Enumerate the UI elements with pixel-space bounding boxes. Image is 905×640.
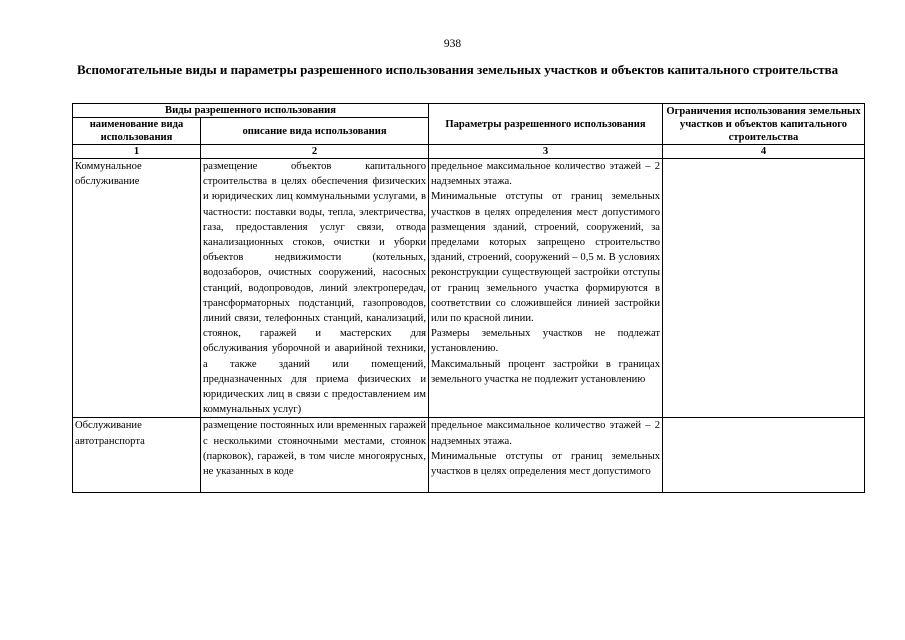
- row-name: Коммунальное обслуживание: [73, 159, 201, 418]
- header-restrictions: Ограничения использования земельных участков и объектов капитального строительства: [663, 104, 865, 145]
- parameter-line: предельное максимальное количество этажей – 2 надземных этажа.: [431, 420, 660, 447]
- land-use-table: [72, 103, 865, 493]
- header-name: наименование вида использования: [73, 118, 201, 145]
- document-title: Вспомогательные виды и параметры разрешенного использования земельных участков и объектов капитального строительства: [77, 62, 839, 77]
- column-number: 3: [429, 145, 663, 159]
- parameter-line: Размеры земельных участков не подлежат установлению.: [431, 328, 660, 355]
- row-description: размещение объектов капитального строительства в целях обеспечения физических и юридических лиц коммунальными услугами, в частности: поставки воды, тепла, электричества, газа, предоставления услуг связи, отвода канализационных стоков, очистки и уборки объектов недвижимости (котельных, водозаборов, очистных сооружений, насосных станций, водопроводов, линий электропередач, трансформаторных подстанций, газопроводов, линий связи, телефонных станций, канализаций, стоянок, гаражей и мастерских для обслуживания уборочной и аварийной техники, а также зданий или помещений, предназначенных для приема физических и юридических лиц в связи с предоставлением им коммунальных услуг): [201, 159, 429, 418]
- table-row: [73, 159, 865, 418]
- parameter-line: Минимальные отступы от границ земельных участков в целях определения мест допустимого размещения зданий, строений, сооружений, за пределами которых запрещено строительство зданий, строений, сооружений – 0,5 м. В условиях реконструкции существующей застройки отступы от границ земельного участка формируются в соответствии со сложившейся линией застройки или по красной линии.: [431, 191, 660, 325]
- column-number: 1: [73, 145, 201, 159]
- row-restrictions: [663, 418, 865, 493]
- header-types-of-use: Виды разрешенного использования: [73, 104, 429, 118]
- header-description: описание вида использования: [201, 118, 429, 145]
- header-parameters: Параметры разрешенного использования: [429, 104, 663, 145]
- table-header-row-1: [73, 104, 865, 118]
- row-name: Обслуживание автотранспорта: [73, 418, 201, 493]
- page-number: 938: [443, 38, 462, 50]
- parameter-line: Минимальные отступы от границ земельных участков в целях определения мест допустимого: [431, 450, 660, 478]
- row-description: размещение постоянных или временных гаражей с несколькими стояночными местами, стоянок (парковок), гаражей, в том числе многоярусных, не указанных в коде: [201, 418, 429, 493]
- table-row: [73, 418, 865, 493]
- column-numbers-row: [73, 145, 865, 159]
- row-parameters: [429, 159, 663, 418]
- column-number: 4: [663, 145, 865, 159]
- parameter-line: Максимальный процент застройки в границах земельного участка не подлежит установлению: [431, 358, 660, 385]
- row-parameters: [429, 418, 663, 493]
- row-restrictions: [663, 159, 865, 418]
- parameter-line: предельное максимальное количество этажей – 2 надземных этажа.: [431, 161, 660, 188]
- column-number: 2: [201, 145, 429, 159]
